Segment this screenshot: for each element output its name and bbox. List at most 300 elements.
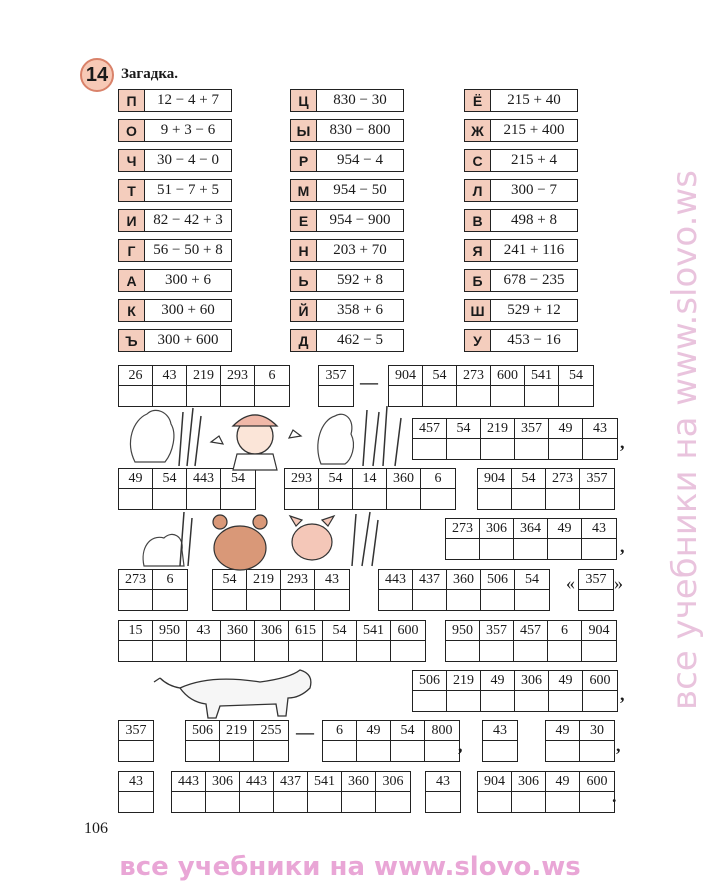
comma-mark: , bbox=[616, 735, 621, 755]
answer-letter-slot[interactable] bbox=[481, 691, 514, 711]
cipher-number: 6 bbox=[153, 570, 187, 590]
answer-letter-slot[interactable] bbox=[319, 489, 352, 509]
cipher-number: 54 bbox=[515, 570, 549, 590]
cipher-cell bbox=[119, 366, 153, 406]
cipher-cell bbox=[559, 366, 593, 406]
cipher-cell bbox=[583, 419, 617, 459]
key-letter: Г bbox=[119, 240, 145, 261]
cipher-number: 54 bbox=[512, 469, 545, 489]
cipher-word bbox=[425, 771, 461, 813]
cipher-word bbox=[322, 720, 460, 762]
cipher-number: 306 bbox=[515, 671, 548, 691]
cipher-number: 360 bbox=[447, 570, 480, 590]
cipher-number: 950 bbox=[446, 621, 479, 641]
key-expression: 30 − 4 − 0 bbox=[157, 152, 219, 168]
cipher-cell bbox=[187, 366, 221, 406]
cipher-number: 219 bbox=[220, 721, 253, 741]
answer-letter-slot[interactable] bbox=[512, 792, 545, 812]
answer-letter-slot[interactable] bbox=[447, 439, 480, 459]
key-expression: 592 + 8 bbox=[337, 272, 383, 288]
cipher-cell bbox=[480, 621, 514, 661]
cipher-number: 293 bbox=[281, 570, 314, 590]
key-expression: 300 − 7 bbox=[511, 182, 557, 198]
cipher-cell bbox=[447, 570, 481, 610]
answer-letter-slot[interactable] bbox=[391, 641, 425, 661]
cipher-cell bbox=[319, 366, 353, 406]
cipher-number: 273 bbox=[546, 469, 579, 489]
answer-letter-slot[interactable] bbox=[206, 792, 239, 812]
cipher-number: 54 bbox=[213, 570, 246, 590]
answer-letter-slot[interactable] bbox=[478, 489, 511, 509]
key-row bbox=[290, 119, 404, 142]
key-letter: И bbox=[119, 210, 145, 231]
answer-letter-slot[interactable] bbox=[491, 386, 524, 406]
key-letter: Й bbox=[291, 300, 317, 321]
cipher-number: 6 bbox=[548, 621, 581, 641]
cipher-number: 437 bbox=[413, 570, 446, 590]
cipher-number: 904 bbox=[389, 366, 422, 386]
cipher-number: 443 bbox=[379, 570, 412, 590]
cipher-word bbox=[445, 518, 617, 560]
cipher-cell bbox=[481, 570, 515, 610]
watermark-bottom: все учебники на www.slovo.ws bbox=[119, 852, 581, 882]
cipher-cell bbox=[387, 469, 421, 509]
cipher-cell bbox=[342, 772, 376, 812]
answer-letter-slot[interactable] bbox=[512, 489, 545, 509]
cipher-cell bbox=[389, 366, 423, 406]
cipher-cell bbox=[549, 419, 583, 459]
answer-letter-slot[interactable] bbox=[582, 641, 616, 661]
answer-letter-slot[interactable] bbox=[376, 792, 410, 812]
cipher-number: 306 bbox=[480, 519, 513, 539]
answer-letter-slot[interactable] bbox=[387, 489, 420, 509]
cipher-cell bbox=[255, 366, 289, 406]
cipher-number: 49 bbox=[548, 519, 581, 539]
bushes-illustration bbox=[315, 402, 410, 470]
cipher-number: 904 bbox=[478, 469, 511, 489]
cipher-word bbox=[118, 569, 188, 611]
cipher-number: 54 bbox=[323, 621, 356, 641]
cipher-cell bbox=[447, 419, 481, 459]
answer-letter-slot[interactable] bbox=[426, 792, 460, 812]
cipher-cell bbox=[491, 366, 525, 406]
answer-letter-slot[interactable] bbox=[421, 489, 455, 509]
cipher-number: 219 bbox=[481, 419, 514, 439]
bear-and-piglet-illustration bbox=[140, 508, 390, 570]
cipher-cell bbox=[580, 469, 614, 509]
key-row bbox=[290, 89, 404, 112]
cipher-cell bbox=[548, 519, 582, 559]
key-letter: С bbox=[465, 150, 491, 171]
cipher-number: 360 bbox=[342, 772, 375, 792]
answer-letter-slot[interactable] bbox=[549, 691, 582, 711]
cipher-cell bbox=[308, 772, 342, 812]
answer-letter-slot[interactable] bbox=[119, 489, 152, 509]
answer-letter-slot[interactable] bbox=[119, 590, 152, 610]
cipher-number: 306 bbox=[206, 772, 239, 792]
key-expression: 498 + 8 bbox=[511, 212, 557, 228]
cipher-number: 293 bbox=[221, 366, 254, 386]
key-expression: 82 − 42 + 3 bbox=[153, 212, 223, 228]
key-letter: Д bbox=[291, 330, 317, 351]
answer-letter-slot[interactable] bbox=[583, 691, 617, 711]
cipher-number: 49 bbox=[357, 721, 390, 741]
answer-letter-slot[interactable] bbox=[580, 489, 614, 509]
answer-letter-slot[interactable] bbox=[446, 641, 479, 661]
answer-letter-slot[interactable] bbox=[546, 792, 579, 812]
cipher-word bbox=[482, 720, 518, 762]
cipher-number: 506 bbox=[413, 671, 446, 691]
cipher-cell bbox=[480, 519, 514, 559]
answer-letter-slot[interactable] bbox=[548, 539, 581, 559]
key-row bbox=[118, 209, 232, 232]
key-letter: Е bbox=[291, 210, 317, 231]
cipher-number: 443 bbox=[187, 469, 220, 489]
cipher-number: 43 bbox=[483, 721, 517, 741]
answer-letter-slot[interactable] bbox=[315, 590, 349, 610]
answer-letter-slot[interactable] bbox=[514, 641, 547, 661]
answer-letter-slot[interactable] bbox=[546, 741, 579, 761]
cipher-number: 54 bbox=[391, 721, 424, 741]
answer-letter-slot[interactable] bbox=[478, 792, 511, 812]
key-row bbox=[464, 119, 578, 142]
answer-letter-slot[interactable] bbox=[413, 439, 446, 459]
cipher-number: 219 bbox=[247, 570, 280, 590]
cipher-cell bbox=[119, 721, 153, 761]
cipher-number: 950 bbox=[153, 621, 186, 641]
cipher-cell bbox=[255, 621, 289, 661]
cipher-cell bbox=[119, 469, 153, 509]
cipher-cell bbox=[187, 469, 221, 509]
key-letter: Л bbox=[465, 180, 491, 201]
cipher-cell bbox=[153, 621, 187, 661]
cipher-word bbox=[118, 620, 426, 662]
answer-letter-slot[interactable] bbox=[549, 439, 582, 459]
cipher-cell bbox=[213, 570, 247, 610]
cipher-number: 43 bbox=[153, 366, 186, 386]
key-row bbox=[290, 149, 404, 172]
cipher-number: 615 bbox=[289, 621, 322, 641]
answer-letter-slot[interactable] bbox=[119, 792, 153, 812]
cipher-word bbox=[378, 569, 550, 611]
key-expression: 678 − 235 bbox=[503, 272, 565, 288]
cipher-cell bbox=[172, 772, 206, 812]
cipher-cell bbox=[426, 772, 460, 812]
key-letter: А bbox=[119, 270, 145, 291]
answer-letter-slot[interactable] bbox=[357, 641, 390, 661]
cipher-cell bbox=[525, 366, 559, 406]
answer-letter-slot[interactable] bbox=[515, 590, 549, 610]
key-letter: К bbox=[119, 300, 145, 321]
key-letter: Ы bbox=[291, 120, 317, 141]
period-mark: . bbox=[612, 786, 617, 806]
answer-letter-slot[interactable] bbox=[481, 439, 514, 459]
answer-letter-slot[interactable] bbox=[480, 641, 513, 661]
answer-letter-slot[interactable] bbox=[580, 792, 614, 812]
answer-letter-slot[interactable] bbox=[515, 691, 548, 711]
cipher-cell bbox=[357, 621, 391, 661]
cipher-number: 541 bbox=[357, 621, 390, 641]
answer-letter-slot[interactable] bbox=[379, 590, 412, 610]
cipher-cell bbox=[546, 721, 580, 761]
cipher-number: 306 bbox=[376, 772, 410, 792]
key-row bbox=[118, 179, 232, 202]
cipher-cell bbox=[119, 621, 153, 661]
cipher-number: 54 bbox=[221, 469, 255, 489]
answer-letter-slot[interactable] bbox=[187, 641, 220, 661]
cipher-cell bbox=[240, 772, 274, 812]
answer-letter-slot[interactable] bbox=[323, 641, 356, 661]
answer-letter-slot[interactable] bbox=[514, 539, 547, 559]
answer-letter-slot[interactable] bbox=[172, 792, 205, 812]
cipher-cell bbox=[221, 469, 255, 509]
cipher-number: 49 bbox=[546, 772, 579, 792]
answer-letter-slot[interactable] bbox=[221, 489, 255, 509]
key-row bbox=[290, 299, 404, 322]
key-row bbox=[290, 179, 404, 202]
comma-mark: , bbox=[620, 684, 625, 704]
answer-letter-slot[interactable] bbox=[308, 792, 341, 812]
key-row bbox=[118, 299, 232, 322]
cipher-number: 49 bbox=[119, 469, 152, 489]
dash-mark: — bbox=[360, 372, 378, 392]
answer-letter-slot[interactable] bbox=[515, 439, 548, 459]
key-letter: Ш bbox=[465, 300, 491, 321]
cipher-cell bbox=[549, 671, 583, 711]
answer-letter-slot[interactable] bbox=[220, 741, 253, 761]
answer-letter-slot[interactable] bbox=[119, 641, 152, 661]
answer-letter-slot[interactable] bbox=[423, 386, 456, 406]
answer-letter-slot[interactable] bbox=[579, 590, 613, 610]
cipher-cell bbox=[481, 419, 515, 459]
cipher-number: 357 bbox=[580, 469, 614, 489]
answer-letter-slot[interactable] bbox=[483, 741, 517, 761]
cipher-number: 357 bbox=[579, 570, 613, 590]
cipher-number: 30 bbox=[580, 721, 614, 741]
cipher-number: 54 bbox=[559, 366, 593, 386]
key-row bbox=[464, 89, 578, 112]
cipher-cell bbox=[446, 621, 480, 661]
answer-letter-slot[interactable] bbox=[548, 641, 581, 661]
cipher-number: 43 bbox=[583, 419, 617, 439]
cipher-cell bbox=[514, 621, 548, 661]
answer-letter-slot[interactable] bbox=[353, 489, 386, 509]
cipher-word bbox=[412, 670, 618, 712]
answer-letter-slot[interactable] bbox=[457, 386, 490, 406]
cipher-number: 54 bbox=[447, 419, 480, 439]
dash-mark: — bbox=[296, 722, 314, 742]
cipher-number: 43 bbox=[582, 519, 616, 539]
cipher-number: 6 bbox=[421, 469, 455, 489]
cipher-number: 600 bbox=[583, 671, 617, 691]
key-expression: 12 − 4 + 7 bbox=[157, 92, 219, 108]
cipher-cell bbox=[515, 671, 549, 711]
cipher-cell bbox=[289, 621, 323, 661]
cipher-word bbox=[118, 771, 154, 813]
cipher-cell bbox=[206, 772, 240, 812]
cipher-number: 49 bbox=[546, 721, 579, 741]
key-row bbox=[290, 239, 404, 262]
cipher-number: 43 bbox=[315, 570, 349, 590]
cipher-cell bbox=[421, 469, 455, 509]
answer-letter-slot[interactable] bbox=[583, 439, 617, 459]
cipher-cell bbox=[446, 519, 480, 559]
cipher-number: 457 bbox=[514, 621, 547, 641]
key-letter: Р bbox=[291, 150, 317, 171]
cipher-cell bbox=[254, 721, 288, 761]
cipher-word bbox=[545, 720, 615, 762]
cipher-cell bbox=[187, 621, 221, 661]
cipher-number: 600 bbox=[580, 772, 614, 792]
cipher-word bbox=[118, 365, 290, 407]
task-number-badge: 14 bbox=[80, 58, 114, 92]
cipher-number: 600 bbox=[491, 366, 524, 386]
cipher-number: 293 bbox=[285, 469, 318, 489]
answer-letter-slot[interactable] bbox=[413, 590, 446, 610]
answer-letter-slot[interactable] bbox=[153, 590, 187, 610]
key-letter: Ъ bbox=[119, 330, 145, 351]
answer-letter-slot[interactable] bbox=[580, 741, 614, 761]
answer-letter-slot[interactable] bbox=[447, 590, 480, 610]
cipher-number: 357 bbox=[515, 419, 548, 439]
answer-letter-slot[interactable] bbox=[357, 741, 390, 761]
key-expression: 954 − 900 bbox=[329, 212, 391, 228]
cipher-number: 273 bbox=[457, 366, 490, 386]
answer-letter-slot[interactable] bbox=[153, 489, 186, 509]
answer-letter-slot[interactable] bbox=[391, 741, 424, 761]
answer-letter-slot[interactable] bbox=[559, 386, 593, 406]
answer-letter-slot[interactable] bbox=[281, 590, 314, 610]
cipher-number: 6 bbox=[323, 721, 356, 741]
answer-letter-slot[interactable] bbox=[247, 590, 280, 610]
answer-letter-slot[interactable] bbox=[186, 741, 219, 761]
key-expression: 830 − 800 bbox=[329, 122, 391, 138]
answer-letter-slot[interactable] bbox=[582, 539, 616, 559]
answer-letter-slot[interactable] bbox=[255, 641, 288, 661]
watermark-side: все учебники на www.slovo.ws bbox=[665, 170, 705, 710]
cipher-number: 15 bbox=[119, 621, 152, 641]
cipher-cell bbox=[483, 721, 517, 761]
cipher-cell bbox=[512, 772, 546, 812]
key-row bbox=[118, 329, 232, 352]
cipher-cell bbox=[221, 621, 255, 661]
cipher-number: 457 bbox=[413, 419, 446, 439]
key-letter: У bbox=[465, 330, 491, 351]
cipher-cell bbox=[247, 570, 281, 610]
key-expression: 51 − 7 + 5 bbox=[157, 182, 219, 198]
key-letter: Т bbox=[119, 180, 145, 201]
answer-letter-slot[interactable] bbox=[447, 691, 480, 711]
cipher-word bbox=[118, 720, 154, 762]
cipher-cell bbox=[447, 671, 481, 711]
comma-mark: , bbox=[620, 536, 625, 556]
cipher-number: 26 bbox=[119, 366, 152, 386]
key-row bbox=[118, 239, 232, 262]
key-expression: 358 + 6 bbox=[337, 302, 383, 318]
key-expression: 56 − 50 + 8 bbox=[153, 242, 223, 258]
cipher-cell bbox=[274, 772, 308, 812]
cipher-number: 306 bbox=[255, 621, 288, 641]
cipher-number: 49 bbox=[481, 671, 514, 691]
cipher-cell bbox=[221, 366, 255, 406]
key-expression: 300 + 600 bbox=[157, 332, 219, 348]
cipher-cell bbox=[153, 469, 187, 509]
answer-letter-slot[interactable] bbox=[413, 691, 446, 711]
key-row bbox=[464, 209, 578, 232]
cipher-cell bbox=[153, 366, 187, 406]
answer-letter-slot[interactable] bbox=[119, 741, 153, 761]
cipher-cell bbox=[425, 721, 459, 761]
cipher-number: 43 bbox=[426, 772, 460, 792]
cipher-cell bbox=[319, 469, 353, 509]
key-expression: 462 − 5 bbox=[337, 332, 383, 348]
cipher-cell bbox=[457, 366, 491, 406]
cipher-number: 904 bbox=[582, 621, 616, 641]
cipher-cell bbox=[579, 570, 613, 610]
cipher-word bbox=[578, 569, 614, 611]
cipher-cell bbox=[353, 469, 387, 509]
answer-letter-slot[interactable] bbox=[187, 489, 220, 509]
key-letter: Б bbox=[465, 270, 491, 291]
key-letter: Ё bbox=[465, 90, 491, 111]
cipher-number: 506 bbox=[481, 570, 514, 590]
answer-letter-slot[interactable] bbox=[254, 741, 288, 761]
cipher-word bbox=[477, 468, 615, 510]
answer-letter-slot[interactable] bbox=[525, 386, 558, 406]
answer-letter-slot[interactable] bbox=[342, 792, 375, 812]
answer-letter-slot[interactable] bbox=[285, 489, 318, 509]
answer-letter-slot[interactable] bbox=[480, 539, 513, 559]
key-row bbox=[464, 329, 578, 352]
answer-letter-slot[interactable] bbox=[213, 590, 246, 610]
key-expression: 215 + 400 bbox=[503, 122, 565, 138]
cipher-cell bbox=[580, 772, 614, 812]
key-row bbox=[118, 149, 232, 172]
cipher-number: 54 bbox=[319, 469, 352, 489]
cipher-number: 360 bbox=[221, 621, 254, 641]
cipher-word bbox=[118, 468, 256, 510]
key-expression: 241 + 116 bbox=[503, 242, 565, 258]
answer-letter-slot[interactable] bbox=[481, 590, 514, 610]
answer-letter-slot[interactable] bbox=[289, 641, 322, 661]
cipher-cell bbox=[582, 519, 616, 559]
key-letter: Н bbox=[291, 240, 317, 261]
quote-open-mark: « bbox=[566, 573, 575, 593]
cipher-number: 443 bbox=[172, 772, 205, 792]
cipher-cell bbox=[515, 419, 549, 459]
cipher-number: 54 bbox=[153, 469, 186, 489]
answer-letter-slot[interactable] bbox=[323, 741, 356, 761]
cipher-number: 273 bbox=[446, 519, 479, 539]
answer-letter-slot[interactable] bbox=[153, 641, 186, 661]
cipher-cell bbox=[119, 570, 153, 610]
cipher-cell bbox=[119, 772, 153, 812]
answer-letter-slot[interactable] bbox=[240, 792, 273, 812]
answer-letter-slot[interactable] bbox=[446, 539, 479, 559]
comma-mark: , bbox=[458, 735, 463, 755]
cipher-word bbox=[445, 620, 617, 662]
answer-letter-slot[interactable] bbox=[546, 489, 579, 509]
cipher-number: 364 bbox=[514, 519, 547, 539]
key-row bbox=[290, 209, 404, 232]
key-letter: Ь bbox=[291, 270, 317, 291]
cipher-cell bbox=[481, 671, 515, 711]
answer-letter-slot[interactable] bbox=[221, 641, 254, 661]
key-expression: 215 + 40 bbox=[507, 92, 561, 108]
answer-letter-slot[interactable] bbox=[274, 792, 307, 812]
page-number: 106 bbox=[84, 820, 108, 837]
answer-letter-slot[interactable] bbox=[425, 741, 459, 761]
